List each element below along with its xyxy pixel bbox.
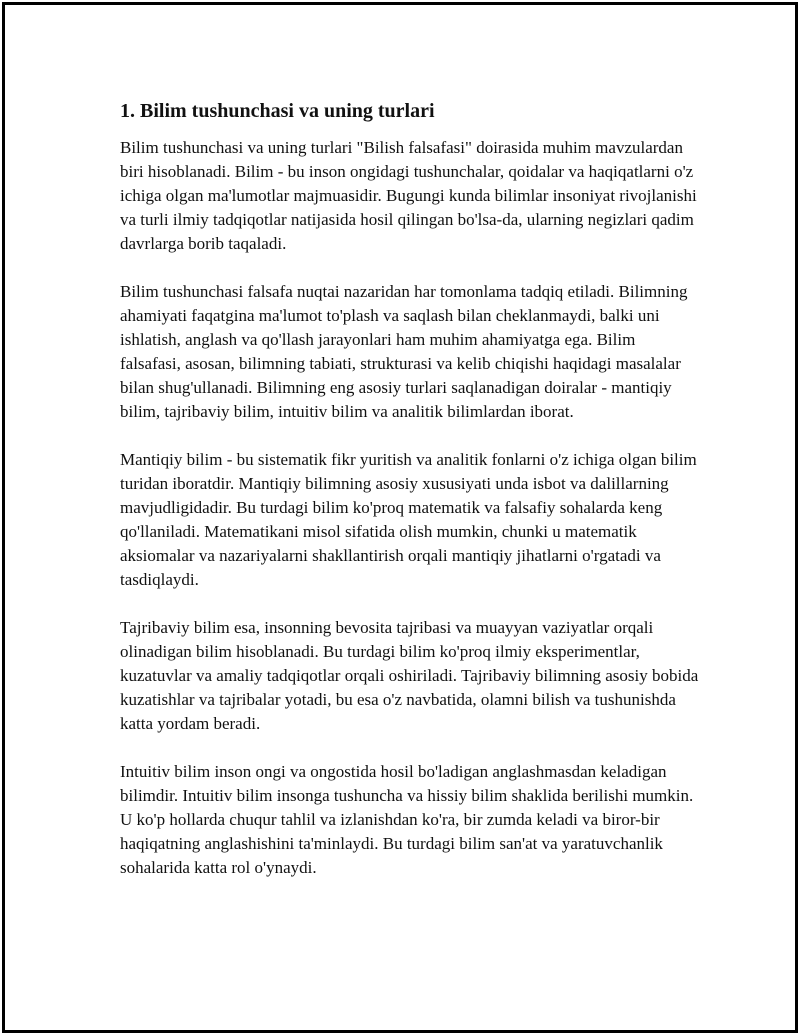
paragraph-logical-knowledge: Mantiqiy bilim - bu sistematik fikr yuritish va analitik fonlarni o'z ichiga olgan bilim turidan iboratdir. Mantiqiy bilimning asosiy xususiyati unda isbot va dalillarning mavjudligidadir. Bu turdagi bilim ko'proq matematik va falsafiy sohalarda keng qo'llaniladi. Matematikani misol sifatida olish mumkin, chunki u matematik aksiomalar va nazariyalarni shakllantirish orqali mantiqiy jihatlarni o'rgatadi va tasdiqlaydi. [120, 450, 697, 589]
paragraph-intro: Bilim tushunchasi va uning turlari "Bilish falsafasi" doirasida muhim mavzulardan biri hisoblanadi. Bilim - bu inson ongidagi tushunchalar, qoidalar va haqiqatlarni o'z ichiga olgan ma'lumotlar majmuasidir. Bugungi kunda bilimlar insoniyat rivojlanishi va turli ilmiy tadqiqotlar natijasida hosil qilingan bo'lsa-da, ularning negizlari qadim davrlarga borib taqaladi. [120, 138, 697, 253]
paragraph-philosophy: Bilim tushunchasi falsafa nuqtai nazaridan har tomonlama tadqiq etiladi. Bilimning ahamiyati faqatgina ma'lumot to'plash va saqlash bilan cheklanmaydi, balki uni ishlatish, anglash va qo'llash jarayonlari ham muhim ahamiyatga ega. Bilim falsafasi, asosan, bilimning tabiati, strukturasi va kelib chiqishi haqidagi masalalar bilan shug'ullanadi. Bilimning eng asosiy turlari saqlanadigan doiralar - mantiqiy bilim, tajribaviy bilim, intuitiv bilim va analitik bilimlardan iborat. [120, 282, 688, 421]
document-body [120, 98, 700, 904]
paragraph-empirical-knowledge: Tajribaviy bilim esa, insonning bevosita tajribasi va muayyan vaziyatlar orqali olinadigan bilim hisoblanadi. Bu turdagi bilim ko'proq ilmiy eksperimentlar, kuzatuvlar va amaliy tadqiqotlar orqali oshiriladi. Tajribaviy bilimning asosiy bobida kuzatishlar va tajribalar yotadi, bu esa o'z navbatida, olamni bilish va tushunishda katta yordam beradi. [120, 618, 699, 733]
section-heading: 1. Bilim tushunchasi va uning turlari [120, 100, 435, 122]
paragraph-intuitive-knowledge: Intuitiv bilim inson ongi va ongostida hosil bo'ladigan anglashmasdan keladigan bilimdir. Intuitiv bilim insonga tushuncha va hissiy bilim shaklida berilishi mumkin. U ko'p hollarda chuqur tahlil va izlanishdan ko'ra, bir zumda keladi va biror-bir haqiqatning anglashishini ta'minlaydi. Bu turdagi bilim san'at va yaratuvchanlik sohalarida katta rol o'ynaydi. [120, 762, 694, 877]
page-frame [2, 2, 798, 1033]
